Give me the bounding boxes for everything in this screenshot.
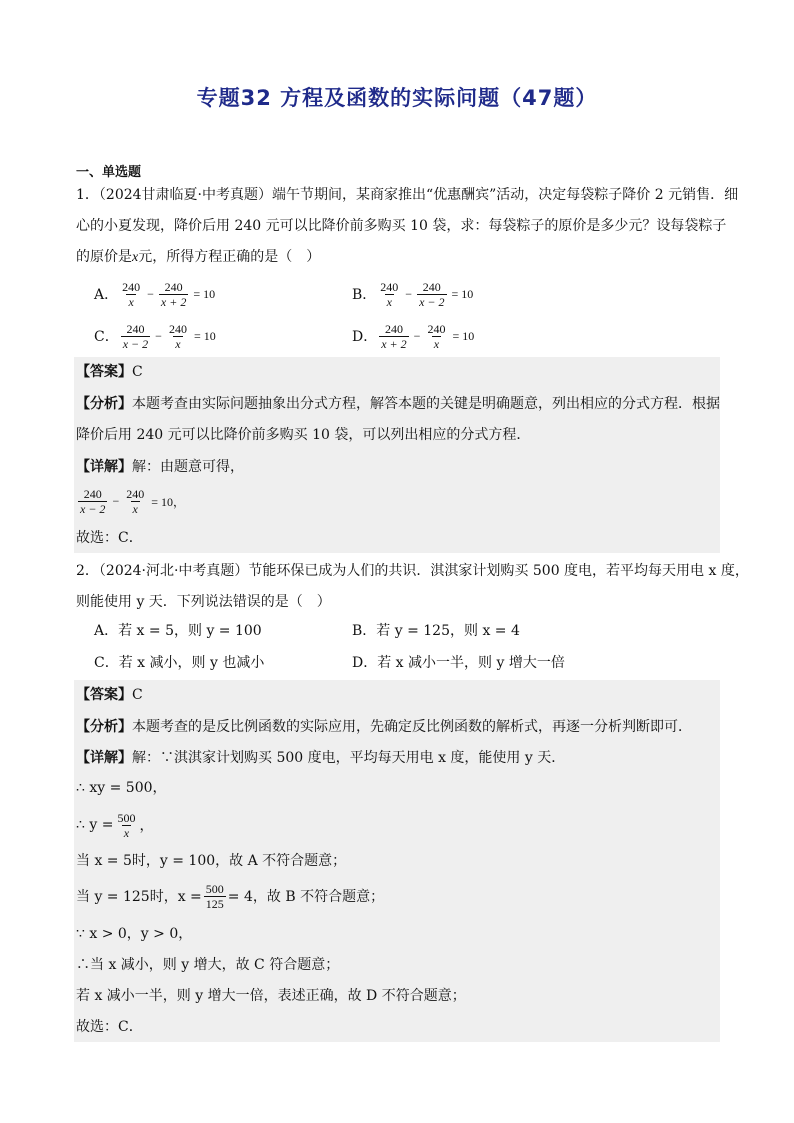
q1-option-b: B． $\frac{240}{x}$ − $\frac{240}{x - 2}$ = 10 [352,279,474,309]
fraction: $\frac{500}{x}$ [117,810,136,840]
fraction: $\frac{240}{x - 2}$ [122,321,149,351]
fraction: $\frac{240}{x}$ [380,279,399,309]
q1-answer: 【答案】C [76,364,143,380]
q1-stem-line-2: 心的小夏发现，降价后用 240 元可以比降价前多购买 10 袋，求：每袋粽子的原价是多少元？设每袋粽子 [76,218,727,234]
q2-step-5: ∵ x > 0，y > 0， [76,926,193,942]
section-heading: 一、单选题 [76,165,142,180]
q1-detail-line-1: 【详解】解：由题意可得， [76,459,244,475]
q1-analysis-line-2: 降价后用 240 元可以比降价前多购买 10 袋，可以列出相应的分式方程． [76,427,531,443]
fraction: $\frac{500}{125}$ [205,881,224,911]
fraction: $\frac{240}{x}$ [427,321,446,351]
fraction: $\frac{240}{x - 2}$ [80,486,106,516]
q2-stem-line-1: 2．（2024·河北·中考真题）节能环保已成为人们的共识．淇淇家计划购买 500 度电，若平均每天用电 x 度， [76,563,749,579]
fraction: $\frac{240}{x + 2}$ [160,279,187,309]
q2-analysis: 【分析】本题考查的是反比例函数的实际应用，先确定反比例函数的解析式，再逐一分析判断即可． [76,719,692,735]
q1-option-d: D． $\frac{240}{x + 2}$ − $\frac{240}{x}$ = 10 [352,321,475,351]
q1-stem-line-3: 的原价是x元，所得方程正确的是（ ） [76,249,321,265]
q2-option-d: D．若 x 减小一半，则 y 增大一倍 [352,655,565,671]
q2-step-6: ∴当 x 减小，则 y 增大，故 C 符合题意； [76,957,340,973]
q1-conclusion: 故选：C． [76,530,143,546]
q1-detail-equation: $\frac{240}{x - 2}$ − $\frac{240}{x}$ = 10， [80,486,185,516]
fraction: $\frac{240}{x}$ [126,486,145,516]
q1-option-a: A． $\frac{240}{x}$ − $\frac{240}{x + 2}$ = 10 [94,279,216,309]
q2-step-2: ∴ y = $\frac{500}{x}$ ， [76,810,154,840]
q2-step-1: ∴ xy = 500， [76,780,167,796]
q2-step-4: 当 y = 125时，x = $\frac{500}{125}$ = 4，故 B 不符合题意； [76,881,385,911]
q2-conclusion: 故选：C． [76,1019,143,1035]
q2-detail-line-1: 【详解】解：∵淇淇家计划购买 500 度电，平均每天用电 x 度，能使用 y 天． [76,750,566,766]
q2-step-3: 当 x = 5时，y = 100，故 A 不符合题意； [76,853,347,869]
q2-answer: 【答案】C [76,687,143,703]
fraction: $\frac{240}{x}$ [122,279,141,309]
q2-stem-line-2: 则能使用 y 天．下列说法错误的是（ ） [76,594,331,610]
fraction: $\frac{240}{x}$ [168,321,187,351]
q1-analysis-line-1: 【分析】本题考查由实际问题抽象出分式方程，解答本题的关键是明确题意，列出相应的分式方程．根据 [76,396,720,412]
fraction: $\frac{240}{x - 2}$ [419,279,445,309]
q2-option-c: C．若 x 减小，则 y 也减小 [94,655,265,671]
fraction: $\frac{240}{x + 2}$ [381,321,407,351]
q1-option-c: C． $\frac{240}{x - 2}$ − $\frac{240}{x}$ = 10 [94,321,216,351]
page-title: 专题32 方程及函数的实际问题（47题） [196,86,598,110]
q2-option-b: B．若 y = 125，则 x = 4 [352,623,520,639]
q1-solution-block [74,357,720,553]
q1-stem-line-1: 1．（2024甘肃临夏·中考真题）端午节期间，某商家推出“优惠酬宾”活动，决定每袋粽子降价 2 元销售．细 [76,187,739,203]
q2-step-7: 若 x 减小一半，则 y 增大一倍，表述正确，故 D 不符合题意； [76,988,466,1004]
q2-option-a: A．若 x = 5，则 y = 100 [94,623,262,639]
